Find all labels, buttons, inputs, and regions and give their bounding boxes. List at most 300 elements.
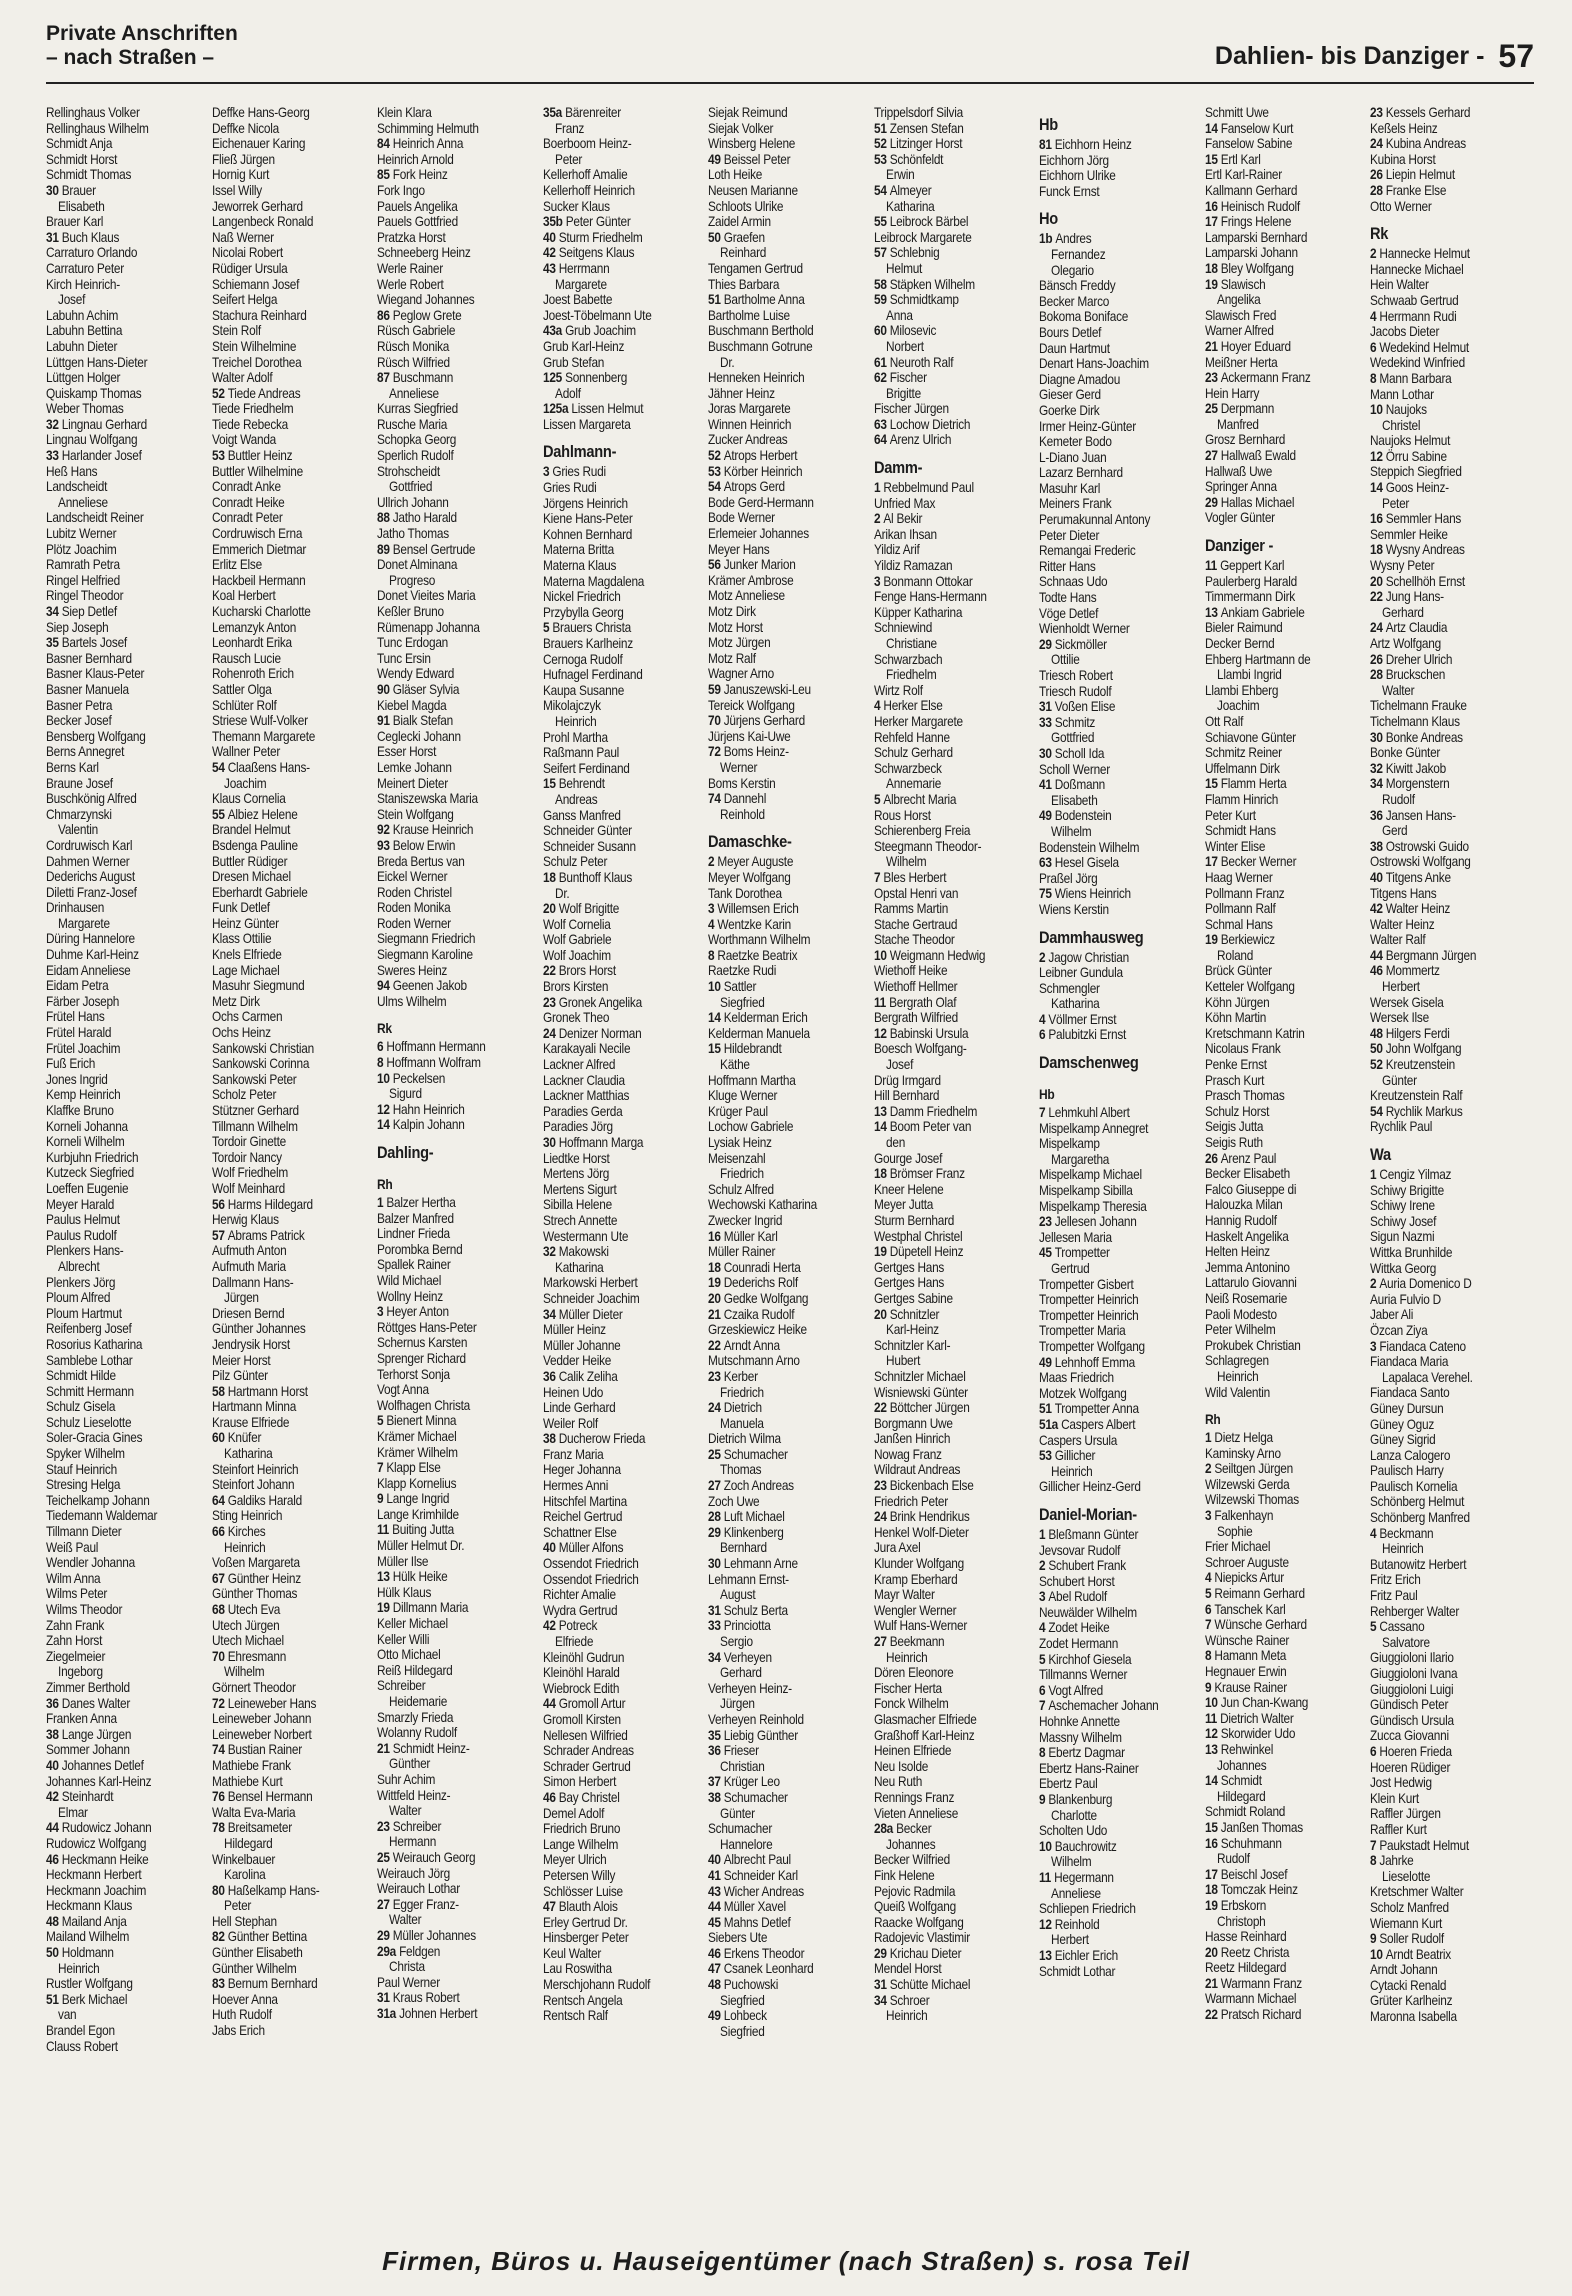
resident-entry: Winkelbauer [211, 1851, 275, 1867]
resident-entry: Motz Dirk [708, 604, 756, 619]
resident-entry: Naujoks Helmut [1370, 433, 1451, 449]
resident-entry: Soler-Gracia Gines [46, 1430, 143, 1446]
house-number: 11 [1039, 1869, 1055, 1885]
resident-entry: 2 Meyer Auguste [708, 854, 794, 870]
resident-entry: Schmidt Thomas [46, 167, 132, 183]
house-number: 35b [542, 214, 566, 230]
resident-entry: 33 Harlander Josef [46, 448, 142, 464]
resident-entry: Schmitz Reiner [1204, 745, 1282, 761]
house-number: 52 [211, 385, 228, 401]
house-number: 9 [1204, 1679, 1214, 1695]
resident-entry: 31 Voßen Elise [1039, 699, 1116, 715]
resident-entry: Leonhardt Erika [211, 635, 292, 651]
resident-entry: Metz Dirk [211, 993, 260, 1009]
section-title [46, 22, 238, 70]
resident-entry: Lamparski Johann [1204, 245, 1298, 261]
resident-entry: Slawisch Fred [1204, 307, 1276, 323]
house-number: 35 [46, 635, 62, 651]
resident-entry: Diletti Franz-Josef [46, 884, 137, 900]
entry-continuation: Heinrich [1382, 1541, 1424, 1557]
house-number: 43a [542, 323, 565, 339]
resident-entry: Bokoma Boniface [1039, 309, 1129, 325]
resident-entry: Arndt Johann [1370, 1962, 1438, 1978]
resident-entry: 28a Becker [873, 1821, 931, 1837]
resident-entry: Wittka Georg [1370, 1260, 1437, 1276]
resident-entry: Rous Horst [873, 807, 931, 823]
resident-entry: 52 Litzinger Horst [873, 136, 962, 152]
resident-entry: 43 Wicher Andreas [708, 1883, 804, 1899]
house-number: 72 [708, 744, 724, 760]
resident-entry: Lemke Johann [377, 759, 452, 775]
entry-continuation: Gerhard [720, 1665, 762, 1681]
resident-entry: Caspers Ursula [1039, 1432, 1118, 1448]
house-number: 12 [377, 1101, 393, 1117]
resident-entry: Fenge Hans-Hermann [873, 589, 987, 605]
resident-entry: 13 Ankiam Gabriele [1204, 604, 1305, 620]
resident-entry: Balzer Manfred [377, 1210, 454, 1226]
resident-entry: Wallner Peter [211, 744, 280, 760]
resident-entry: Ringel Theodor [46, 588, 124, 604]
resident-entry: Steinfort Heinrich [211, 1461, 298, 1477]
house-number: 52 [1370, 1057, 1386, 1073]
resident-entry: 54 Almeyer [873, 182, 931, 198]
resident-entry: 19 Berkiewicz [1204, 932, 1275, 948]
resident-entry: Schlagregen [1204, 1353, 1269, 1369]
resident-entry: Timmermann Dirk [1204, 589, 1295, 605]
resident-entry: Krämer Wilhelm [377, 1444, 458, 1460]
resident-entry: Rennings Franz [873, 1789, 954, 1805]
house-number: 5 [1204, 1586, 1214, 1602]
resident-entry: 8 Raetzke Beatrix [708, 947, 798, 963]
resident-entry: Merschjohann Rudolf [542, 1977, 650, 1993]
house-number: 48 [708, 1977, 724, 1993]
house-number: 44 [1370, 947, 1386, 963]
resident-entry: Schulz Peter [542, 854, 607, 870]
house-number: 29 [873, 1945, 890, 1961]
resident-entry: 74 Bustian Rainer [211, 1742, 302, 1758]
resident-entry: Ertl Karl-Rainer [1204, 167, 1282, 183]
resident-entry: 55 Leibrock Bärbel [873, 214, 968, 230]
entry-continuation: Erwin [885, 167, 914, 183]
resident-entry: Wittfeld Heinz- [377, 1787, 451, 1803]
resident-entry: 35 Liebig Günther [708, 1727, 798, 1743]
resident-entry: Kluge Werner [708, 1088, 778, 1104]
resident-entry: Schumacher [708, 1821, 773, 1837]
resident-entry: 58 Stäpken Wilhelm [873, 276, 975, 292]
resident-entry: 60 Milosevic [873, 323, 936, 339]
resident-entry: Materna Britta [542, 542, 614, 558]
house-number: 28 [708, 1509, 724, 1525]
resident-entry: 1 Dietz Helga [1204, 1430, 1273, 1446]
entry-continuation: Karolina [223, 1867, 266, 1883]
resident-entry: Quiskamp Thomas [46, 385, 142, 401]
resident-entry: 88 Jatho Harald [377, 510, 457, 526]
resident-entry: Buschkönig Alfred [46, 791, 137, 807]
resident-entry: 48 Hilgers Ferdi [1370, 1025, 1450, 1041]
house-number: 27 [377, 1896, 393, 1912]
resident-entry: Keßels Heinz [1370, 120, 1438, 136]
resident-entry: Wendy Edward [377, 666, 455, 682]
resident-entry: Teichelkamp Johann [46, 1492, 150, 1508]
house-number: 41 [708, 1867, 724, 1883]
resident-entry: 35b Peter Günter [542, 214, 631, 230]
resident-entry: Cytacki Renald [1370, 1977, 1447, 1993]
resident-entry: Hill Bernhard [873, 1088, 939, 1104]
resident-entry: 4 Wentzke Karin [708, 916, 791, 932]
resident-entry: 22 Jung Hans- [1370, 589, 1444, 605]
house-number: 88 [377, 510, 393, 526]
resident-entry: Semmler Heike [1370, 526, 1448, 542]
resident-entry: Fink Helene [873, 1867, 934, 1883]
entry-continuation: Heinrich [223, 1539, 266, 1555]
house-number: 49 [708, 2008, 724, 2024]
house-number: 13 [1204, 604, 1221, 620]
resident-entry: Wulf Hans-Werner [873, 1618, 967, 1634]
house-number: 64 [873, 432, 890, 448]
house-number: 76 [211, 1789, 228, 1805]
resident-entry: 36 Jansen Hans- [1370, 807, 1456, 823]
street-heading: Rk [1370, 224, 1389, 244]
house-number: 51 [873, 120, 890, 136]
entry-continuation: Heinrich [554, 713, 597, 729]
entry-continuation: Günter [720, 1805, 755, 1821]
entry-continuation: Reinhard [720, 245, 767, 261]
resident-entry: Bode Werner [708, 510, 775, 526]
resident-entry: Roden Monika [377, 900, 451, 916]
house-number: 8 [1370, 370, 1380, 386]
entry-continuation: Wilhelm [1051, 1854, 1092, 1870]
resident-entry: Franken Anna [46, 1711, 117, 1727]
resident-entry: Hufnagel Ferdinand [542, 667, 643, 683]
resident-entry: 38 Ostrowski Guido [1370, 838, 1469, 854]
house-number: 3 [1204, 1508, 1214, 1524]
resident-entry: 50 Holdmann [46, 1945, 114, 1961]
resident-entry: Flamm Hinrich [1204, 791, 1278, 807]
house-number: 49 [1039, 1354, 1055, 1370]
resident-entry: Radojevic Vlastimir [873, 1930, 970, 1946]
resident-entry: 5 Brauers Christa [542, 620, 631, 636]
resident-entry: Wirtz Rolf [873, 682, 923, 698]
resident-entry: Mann Lothar [1370, 386, 1434, 402]
resident-entry: Maronna Isabella [1370, 2009, 1457, 2025]
house-number: 47 [708, 1961, 724, 1977]
house-number: 7 [1039, 1698, 1049, 1714]
resident-entry: Leibrock Margarete [873, 229, 972, 245]
house-number: 66 [211, 1524, 228, 1540]
house-number: 46 [46, 1851, 62, 1867]
resident-entry: 21 Hoyer Eduard [1204, 338, 1291, 354]
resident-entry: 2 Seiltgen Jürgen [1204, 1461, 1293, 1477]
resident-entry: Pilz Günter [211, 1368, 268, 1384]
resident-entry: Klein Klara [377, 105, 432, 120]
house-number: 19 [1204, 276, 1221, 292]
resident-entry: 11 Dietrich Walter [1204, 1710, 1294, 1726]
directory-column [1370, 105, 1535, 2215]
house-number: 23 [1370, 105, 1386, 120]
resident-entry: Schreiber [377, 1678, 426, 1694]
resident-entry: Decker Bernd [1204, 636, 1274, 651]
house-number: 18 [1370, 542, 1386, 558]
resident-entry: Keßler Bruno [377, 604, 444, 619]
house-number: 50 [708, 229, 724, 245]
resident-entry: Siejak Reimund [708, 105, 788, 120]
resident-entry: Walta Eva-Maria [211, 1804, 295, 1820]
resident-entry: 49 Beissel Peter [708, 151, 791, 167]
resident-entry: Paradies Jörg [542, 1119, 613, 1135]
resident-entry: Scholten Udo [1039, 1823, 1108, 1839]
house-number: 29 [1204, 494, 1221, 510]
resident-entry: Görnert Theodor [211, 1679, 296, 1695]
entry-continuation: Thomas [720, 1462, 762, 1478]
resident-entry: 11 Geppert Karl [1204, 558, 1284, 574]
house-number: 23 [873, 1478, 890, 1494]
resident-entry: Paul Werner [377, 1974, 440, 1990]
directory-column [1205, 105, 1370, 2215]
resident-entry: Hannecke Michael [1370, 261, 1464, 277]
resident-entry: Schulz Horst [1204, 1103, 1269, 1119]
resident-entry: Ossendot Friedrich [542, 1571, 639, 1587]
entry-continuation: Fernandez [1051, 246, 1106, 262]
resident-entry: 50 John Wolfgang [1370, 1041, 1462, 1057]
house-number: 29a [377, 1943, 400, 1959]
house-number: 81 [1039, 137, 1055, 152]
resident-entry: Färber Joseph [46, 993, 120, 1009]
resident-entry: Dören Eleonore [873, 1665, 954, 1681]
resident-entry: 55 Albiez Helene [211, 806, 298, 822]
resident-entry: Schmal Hans [1204, 916, 1273, 932]
resident-entry: Lackner Alfred [542, 1057, 615, 1073]
resident-entry: Kiene Hans-Peter [542, 511, 633, 527]
resident-entry: Bensberg Wolfgang [46, 728, 146, 744]
entry-continuation: Siegfried [720, 1992, 765, 2008]
resident-entry: Paoli Modesto [1204, 1306, 1277, 1322]
resident-entry: Fiandaca Santo [1370, 1385, 1450, 1401]
resident-entry: 38 Schumacher [708, 1789, 788, 1805]
resident-entry: Halouzka Milan [1204, 1197, 1283, 1213]
house-number: 17 [1204, 214, 1221, 230]
resident-entry: Pollmann Franz [1204, 885, 1284, 901]
resident-entry: 21 Warmann Franz [1204, 1975, 1302, 1991]
resident-entry: 10 Arndt Beatrix [1370, 1946, 1451, 1962]
resident-entry: Motzek Wolfgang [1039, 1385, 1127, 1401]
resident-entry: Henkel Wolf-Dieter [873, 1524, 969, 1540]
house-number: 8 [1204, 1648, 1214, 1664]
resident-entry: Wittka Brunhilde [1370, 1244, 1453, 1260]
house-number: 63 [873, 416, 890, 432]
entry-continuation: Lapalaca Verehel. [1382, 1369, 1473, 1385]
resident-entry: Tiede Rebecka [211, 416, 288, 432]
resident-entry: 30 Scholl Ida [1039, 745, 1105, 761]
resident-entry: Schneider Susann [542, 838, 636, 854]
resident-entry: Joras Margarete [708, 401, 791, 417]
resident-entry: 8 Mann Barbara [1370, 370, 1452, 386]
house-number: 13 [377, 1569, 393, 1585]
resident-entry: Rosorius Katharina [46, 1336, 143, 1352]
resident-entry: Müller Ilse [377, 1553, 429, 1569]
resident-entry: Wiens Kerstin [1039, 901, 1109, 917]
resident-entry: Schattner Else [542, 1524, 617, 1540]
resident-entry: Tillmann Dieter [46, 1524, 122, 1540]
resident-entry: 40 Titgens Anke [1370, 869, 1451, 885]
house-number: 27 [873, 1634, 890, 1649]
resident-entry: Raetzke Rudi [708, 963, 777, 979]
resident-entry: Kiebel Magda [377, 697, 447, 713]
resident-entry: Penke Ernst [1204, 1057, 1267, 1073]
house-number: 17 [1204, 854, 1221, 870]
resident-entry: Bieler Raimund [1204, 620, 1283, 636]
resident-entry: Themann Margarete [211, 728, 315, 744]
resident-entry: Heger Johanna [542, 1462, 621, 1478]
resident-entry: Donet Alminana [377, 557, 458, 573]
house-number: 11 [873, 994, 889, 1010]
resident-entry: Llambi Ehberg [1204, 682, 1278, 698]
resident-entry: 41 Doßmann [1039, 777, 1106, 793]
resident-entry: 22 Arndt Anna [708, 1337, 780, 1353]
resident-entry: Neiß Rosemarie [1204, 1290, 1287, 1306]
house-number: 14 [1204, 120, 1221, 136]
resident-entry: Jevsovar Rudolf [1039, 1542, 1121, 1558]
resident-entry: 72 Boms Heinz- [708, 744, 789, 760]
house-number: 4 [1204, 1570, 1214, 1586]
street-heading: Danziger - [1204, 536, 1273, 556]
resident-entry: Gertges Sabine [873, 1290, 953, 1306]
resident-entry: Gries Rudi [542, 480, 596, 496]
street-heading: Damschenweg [1039, 1053, 1139, 1073]
resident-entry: Lissen Margareta [542, 416, 631, 432]
house-number: 62 [873, 370, 890, 386]
house-number: 28a [873, 1821, 896, 1837]
resident-entry: Borgmann Uwe [873, 1415, 953, 1431]
resident-entry: Reichel Gertrud [542, 1509, 622, 1525]
entry-continuation: Wilhelm [1051, 823, 1092, 839]
resident-entry: Zaidel Armin [708, 214, 771, 230]
house-number: 33 [708, 1618, 724, 1634]
resident-entry: 4 Beckmann [1370, 1525, 1434, 1541]
entry-continuation: Anneliese [389, 385, 439, 401]
entry-continuation: Roland [1216, 947, 1253, 963]
resident-entry: Landscheidt [46, 479, 108, 495]
resident-entry: Joest-Töbelmann Ute [542, 307, 652, 323]
resident-entry: Jemma Antonino [1204, 1259, 1290, 1275]
resident-entry: Basner Petra [46, 697, 113, 713]
house-number: 42 [542, 245, 559, 261]
resident-entry: Pollmann Ralf [1204, 901, 1276, 917]
resident-entry: Strech Annette [542, 1212, 617, 1228]
resident-entry: Schmidt Horst [46, 151, 118, 167]
house-number: 59 [708, 681, 724, 697]
resident-entry: Lingnau Wolfgang [46, 432, 138, 448]
entry-continuation: Peter [1382, 495, 1410, 511]
resident-entry: 7 Aschemacher Johann [1039, 1698, 1159, 1714]
resident-entry: Meinert Dieter [377, 775, 448, 791]
street-heading: Dahling- [377, 1143, 434, 1162]
house-number: 60 [873, 323, 890, 339]
resident-entry: Labuhn Dieter [46, 338, 118, 354]
entry-continuation: Gertrud [1051, 1261, 1090, 1276]
resident-entry: Nickel Friedrich [542, 589, 621, 605]
resident-entry: 23 Ackermann Franz [1204, 370, 1310, 386]
house-number: 20 [1204, 1944, 1221, 1960]
house-number: 10 [1204, 1695, 1221, 1711]
house-number: 53 [873, 151, 890, 167]
resident-entry: Meyer Wolfgang [708, 869, 791, 885]
resident-entry: 19 Dederichs Rolf [708, 1275, 798, 1291]
house-number: 24 [1370, 136, 1386, 152]
house-number: 56 [708, 557, 724, 573]
entry-continuation: Günter [1382, 1072, 1417, 1088]
entry-continuation: Peter [554, 151, 582, 167]
resident-entry: 31 Schulz Berta [708, 1602, 788, 1618]
house-number: 26 [1370, 651, 1386, 667]
resident-entry: Wiebrock Edith [542, 1680, 619, 1696]
resident-entry: Tengamen Gertrud [708, 260, 803, 276]
resident-entry: Klaffke Bruno [46, 1103, 114, 1118]
resident-entry: Müller Helmut Dr. [377, 1538, 465, 1554]
house-number: 45 [1039, 1245, 1055, 1261]
section-title-line2: – nach Straßen – [46, 46, 215, 69]
house-number: 19 [1204, 1897, 1221, 1913]
entry-continuation: Dr. [554, 885, 569, 901]
house-number: 31 [873, 1977, 890, 1993]
resident-entry: Hegnauer Erwin [1204, 1664, 1286, 1679]
resident-entry: Krämer Ambrose [708, 572, 794, 588]
resident-entry: Mertens Sigurt [542, 1181, 617, 1197]
resident-entry: Issel Willy [211, 182, 262, 198]
resident-entry: Rüsch Wilfried [377, 354, 450, 370]
resident-entry: Hornig Kurt [211, 167, 269, 183]
house-number: 5 [542, 620, 552, 636]
resident-entry: Carraturo Orlando [46, 245, 138, 261]
house-number: 46 [708, 1945, 724, 1961]
resident-entry: Massny Wilhelm [1039, 1729, 1122, 1745]
resident-entry: Trompetter Maria [1039, 1323, 1126, 1339]
resident-entry: 46 Erkens Theodor [708, 1945, 805, 1961]
resident-entry: Frier Michael [1204, 1539, 1270, 1555]
house-number: 15 [708, 1041, 724, 1057]
resident-entry: Joest Babette [542, 292, 612, 308]
resident-entry: 74 Dannehl [708, 791, 767, 807]
entry-continuation: Heinrich [885, 1649, 928, 1665]
resident-entry: Rehberger Walter [1370, 1603, 1460, 1619]
resident-entry: 34 Schroer [873, 1992, 929, 2008]
resident-entry: Jost Hedwig [1370, 1775, 1432, 1791]
resident-entry: Chmarzynski [46, 806, 112, 822]
resident-entry: Hein Walter [1370, 277, 1429, 293]
resident-entry: Sankowski Christian [211, 1040, 314, 1056]
resident-entry: Klass Ottilie [211, 931, 271, 947]
resident-entry: Ramms Martin [873, 901, 948, 917]
resident-entry: Lubitz Werner [46, 526, 117, 542]
resident-entry: Lamparski Bernhard [1204, 229, 1307, 245]
resident-entry: Sperlich Rudolf [377, 448, 454, 464]
house-number: 25 [377, 1849, 393, 1865]
resident-entry: Bours Detlef [1039, 324, 1102, 340]
house-number: 13 [1204, 1741, 1221, 1757]
entry-continuation: Ottilie [1051, 652, 1080, 668]
entry-continuation: Siegfried [720, 2023, 765, 2039]
resident-entry: Peter Wilhelm [1204, 1322, 1275, 1338]
resident-entry: Küpper Katharina [873, 604, 962, 620]
entry-continuation: Margarete [554, 276, 607, 292]
footer-note: Firmen, Büros u. Hauseigentümer (nach Straßen) s. rosa Teil [382, 2246, 1190, 2276]
resident-entry: Sucker Klaus [542, 198, 610, 214]
resident-entry: Bartholme Luise [708, 307, 790, 323]
house-number: 53 [1039, 1448, 1055, 1464]
resident-entry: Sommer Johann [46, 1742, 130, 1758]
resident-entry: Trippelsdorf Silvia [873, 105, 963, 120]
resident-entry: 10 Naujoks [1370, 402, 1427, 418]
resident-entry: 19 Dillmann Maria [377, 1600, 469, 1616]
